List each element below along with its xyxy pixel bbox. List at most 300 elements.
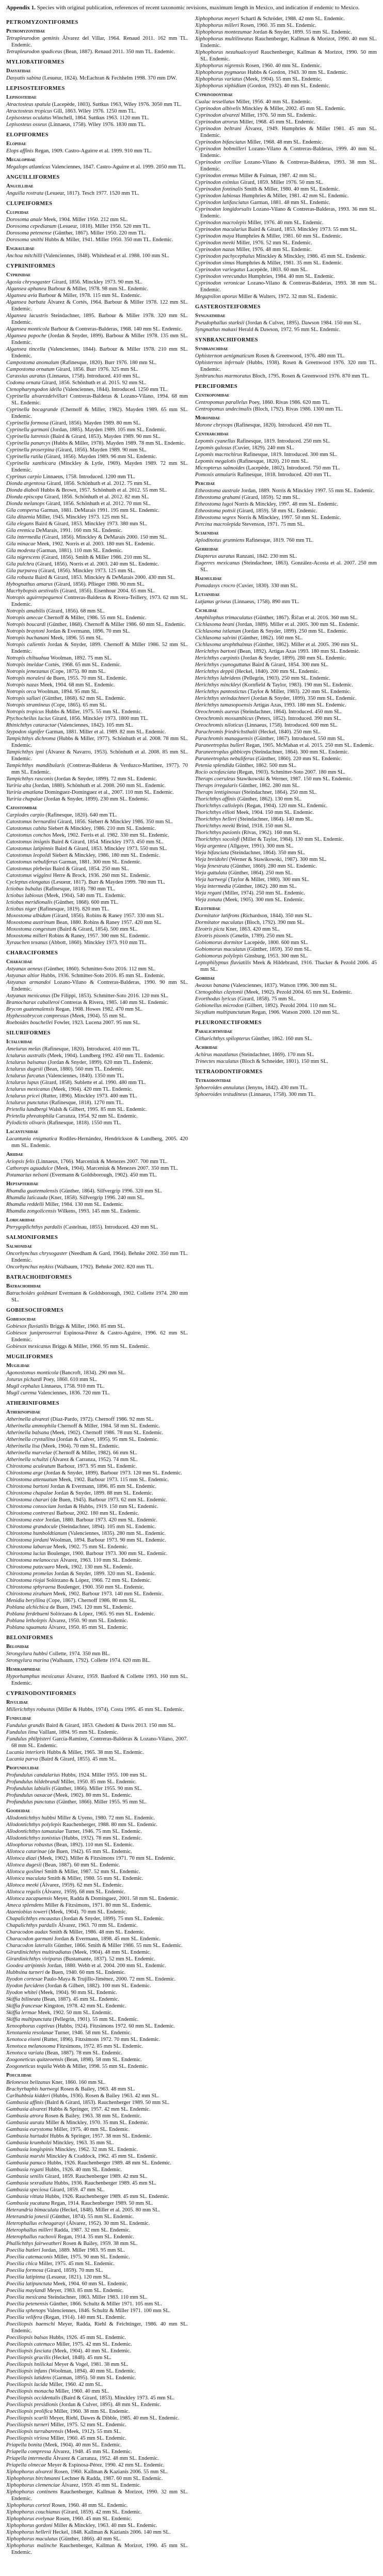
species-name: Poeciliopsis presidionis: [6, 2402, 58, 2408]
species-entry: Potamarius nelsoni (Evermann & Goldsborough, 1902). 450 mm TL.: [6, 1172, 157, 1178]
species-entry: Morone chrysops (Rafinesque, 1820). Introduced. 450 mm TL.: [195, 422, 332, 428]
species-entry: Cyprinus carpio Linnaeus, 1758. Introduced. 1200 mm TL.: [6, 474, 135, 480]
species-name: Gambusia vittata: [6, 2194, 44, 2200]
species-entry: Sicydium multipunctatum Regan, 1906. Watson 2000. 120 mm SL.: [195, 1010, 340, 1015]
species-entry: Characodon garmani Jordan & Evermann, 1898. 45 mm SL. Endemic.: [6, 1936, 161, 1942]
species-entry: Hubbsina turneri de Buen, 1940. 60 mm SL. Endemic.: [6, 1970, 125, 1975]
species-entry: Poblana letholepis Álvarez, 1950. 90 mm SL. Endemic.: [6, 1618, 128, 1624]
species-name: Thorichthys pasionis: [195, 830, 241, 836]
species-entry: Catostomus latipinnis Baird & Girard, 1853. Minckley 1973. 550 mm SL.: [6, 846, 167, 852]
species-entry: Chirostoma patzcuaro Meek, 1902. 130 mm SL. Endemic.: [6, 1564, 134, 1570]
species-name: Brachyrhaphis hartwegi: [6, 2086, 59, 2092]
species-name: Cyprinodon latifasciatus: [195, 200, 249, 206]
species-name: Chapalichthys encaustus: [6, 1916, 60, 1922]
species-name: Batrachoides goldmani: [6, 1291, 57, 1296]
species-name: Dorosoma petenense: [6, 230, 52, 236]
family-heading: Clupeidae: [6, 210, 29, 215]
species-name: Catostomus wigginsi: [6, 873, 52, 878]
species-entry: Cyprinodon beltrani Álvarez, 1949. Humphries & Miller 1981. 45 mm SL. Endemic.: [195, 126, 377, 138]
species-entry: Cyprinodon nazas Miller, 1976. 48 mm SL. Endemic.: [195, 247, 312, 253]
species-entry: Cyprinodon eximius Girard, 1859. Miller 1976. 50 mm SL.: [195, 180, 324, 185]
species-name: Oreochromis aureus: [195, 709, 240, 715]
species-name: Strongylura hubbsi: [6, 1651, 48, 1657]
species-name: Characodon garmani: [6, 1936, 53, 1942]
species-name: Cyprinodon ceciliae: [195, 160, 241, 165]
species-name: Poblana alchichica: [6, 1605, 49, 1610]
species-entry: Centropomus undecimalis (Bloch, 1792). Rivas 1986. 1300 mm TL.: [195, 406, 343, 412]
species-name: Goodea atripinnis: [6, 1963, 46, 1969]
species-name: Rhinichthys cataractae: [6, 722, 57, 728]
species-name: Cyprinodon macrolepis: [195, 220, 247, 226]
species-name: Menidia beryllina: [6, 1598, 45, 1604]
species-entry: Cyprinella garmani (Jordan, 1885). Mayden 1989. 105 mm SL. Endemic.: [6, 427, 167, 433]
species-entry: Skiffia lermae Meek, 1902. 50 mm SL. Endemic.: [6, 2010, 113, 2016]
species-name: Xenotoca melanosoma: [6, 2044, 56, 2049]
species-entry: Etheostoma grahami (Girard, 1859). 52 mm SL.: [195, 495, 300, 500]
species-name: Vieja guttulata: [195, 870, 227, 876]
family-heading: Percidae: [195, 481, 215, 486]
species-entry: Gambusia affinis (Baird & Girard, 1853). Rauchenberger 1989. 50 mm SL.: [6, 2100, 170, 2106]
species-name: Atherinella balsana: [6, 1430, 50, 1436]
species-name: Xiphophorus alvarezi: [6, 2469, 53, 2475]
species-name: Thorichthys affinis: [195, 796, 236, 802]
species-entry: Xiphophorus hellerii Heckel, 1848. Kallman & Kazianis 2006. 140 mm SL.: [6, 2530, 171, 2535]
species-entry: Poeciliopsis turrubarensis (Meek, 1912). 55 mm SL.: [6, 2429, 121, 2434]
family-heading: Rivulidae: [6, 1700, 28, 1705]
species-name: Dasyatis sabina: [6, 75, 41, 81]
species-entry: Chirostoma lucius Boulenger, 1900. Barbour 1973. 300 mm SL. Endemic.: [6, 1551, 168, 1557]
species-name: Gobiomorus maculatus: [195, 947, 246, 952]
species-name: Poeciliopsis fasciata: [6, 2348, 52, 2354]
species-name: Gambusia longispinis: [6, 2147, 54, 2153]
species-entry: Allodontichthys zonistius (Hubbs, 1932). 78 mm SL. Endemic.: [6, 1835, 142, 1841]
species-entry: Allotoca dugesii (Bean, 1887). 60 mm SL. Endemic.: [6, 1862, 120, 1868]
species-name: Etheostoma pottsii: [195, 508, 236, 514]
species-name: Ophisternon aenigmaticum: [195, 353, 254, 359]
species-entry: Xiphophorus evelynae Rosen, 1960. 45 mm SL. Endemic.: [6, 2516, 132, 2522]
species-entry: Rhamdia laticauda (Kner, 1858). Silfvergrip 1996. 240 mm SL.: [6, 1195, 145, 1201]
species-name: Xiphophorus malinche: [6, 2543, 57, 2549]
species-entry: Chirostoma attenuatum Meek, 1902. Barbour 1973. 115 mm SL. Endemic.: [6, 1477, 169, 1483]
species-entry: Poeciliopsis turneri Miller, 1975. 52 mm SL. Endemic.: [6, 2422, 126, 2428]
species-entry: Chirostoma consocium Jordan & Hubbs, 1919. 150 mm SL. Endemic.: [6, 1504, 158, 1510]
species-name: Etheostoma lugoi: [195, 501, 233, 507]
species-entry: Moxostoma austrinum Bean, 1880. Robins & Raney 1957. 420 mm SL.: [6, 920, 162, 925]
species-name: Etheostoma grahami: [195, 495, 241, 500]
species-name: Carlhubbsia kidderi: [6, 2093, 50, 2099]
species-name: Cyprinodon eremus: [195, 173, 238, 179]
species-name: Fundulus lima: [6, 1730, 38, 1735]
species-name: Ictiobus niger: [6, 906, 37, 912]
species-name: Aplodinotus grunniens: [195, 538, 245, 543]
species-entry: Tampichthys dichroma (Hubbs & Miller, 1977). Schönhuth et al. 2008. 78 mm SL. Endemic.: [6, 736, 188, 748]
order-heading: SYNBRANCHIFORMES: [195, 337, 258, 343]
species-entry: Xiphophorus montezumae Jordan & Snyder, 1899. 55 mm SL. Endemic.: [195, 29, 352, 35]
species-name: Vieja regani: [195, 890, 222, 896]
species-entry: Herichthys tamasopoensis Artigas Azas, 1993. 180 mm SL. Endemic.: [195, 702, 346, 708]
species-entry: Brycon guatemalensis Regan, 1908. Howes 1982. 470 mm SL.: [6, 1007, 143, 1012]
family-heading: Cyprinodontidae: [195, 92, 233, 98]
species-name: Priapella compressa: [6, 2449, 51, 2455]
species-entry: Xiphophorus birchmanni Lechner & Radda, 1987. 60 mm SL. Endemic.: [6, 2476, 163, 2481]
species-entry: Astyanax altior Hubbs, 1936. Schmitter-Soto 2016. 85 mm SL. Endemic.: [6, 973, 165, 979]
species-name: Cyprinodon labiosus: [195, 193, 241, 199]
species-entry: Gila pulchra (Girard, 1856). Norris et al. 2003. 240 mm SL. Endemic.: [6, 561, 159, 567]
species-name: Oreochromis niloticus: [195, 722, 244, 728]
species-name: Ictiobus labiosus: [6, 893, 43, 899]
species-entry: Poeciliopsis scarlli Meyer, Riehl, Dawes & Dibble, 1985. 40 mm SL. Endemic.: [6, 2415, 180, 2421]
species-name: Poblana ferdebueni: [6, 1611, 49, 1617]
species-entry: Algansea lacustris Steindachner, 1895. Barbour & Miller 1978. 320 mm SL. Endemic.: [6, 313, 188, 325]
species-entry: Thorichthys socolofi (Miller & Taylor, 1984). 130 mm SL. Endemic.: [195, 837, 344, 842]
species-name: Gambusia speciosa: [6, 2187, 49, 2193]
species-entry: Herichthys deppii (Heckel, 1840). 200 mm SL. Endemic.: [195, 669, 320, 674]
species-name: Cyprinodon meeki: [195, 240, 235, 246]
species-name: Mugil curema: [6, 1390, 37, 1396]
species-entry: Poeciliopsis presidionis (Jordan & Culver, 1895). 48 mm SL. Endemic.: [6, 2402, 162, 2408]
species-entry: Xiphophorus couchianus (Girard, 1859). 42 mm SL. Endemic.: [6, 2509, 142, 2515]
species-name: Atractosteus spatula: [6, 102, 51, 107]
species-entry: Gambusia speciosa Girard, 1859. 47 mm SL.: [6, 2187, 105, 2193]
species-name: Pomadasys crocro: [195, 583, 235, 589]
species-entry: Cyprinodon bifasciatus Miller, 1968. 48 mm SL. Endemic.: [195, 139, 323, 145]
species-entry: Chapalichthys encaustus (Jordan & Snyder, 1899). 75 mm SL. Endemic.: [6, 1916, 165, 1922]
species-entry: Gila conspersa Garman, 1881. DeMarais 1991. 195 mm SL. Endemic.: [6, 508, 159, 513]
species-entry: Gambusia eurystoma Miller, 1975. 40 mm SL. Endemic.: [6, 2127, 130, 2132]
species-name: Hubbsina turneri: [6, 1970, 44, 1975]
species-name: Ataeniobius toweri: [6, 1909, 47, 1915]
species-entry: Profundulus punctatus (Günther, 1866). Miller 1955. 95 mm SL.: [6, 1799, 147, 1805]
species-name: Tampichthys dichroma: [6, 736, 56, 742]
species-name: Eugerres mexicanus: [195, 560, 240, 566]
species-entry: Astyanax aeneus (Günther, 1860). Schmitter-Soto 2016. 112 mm SL.: [6, 966, 156, 972]
species-name: Xenotoca variata: [6, 2050, 44, 2056]
species-entry: Poecilia maylandi Meyer, 1983. 85 mm SL. Endemic.: [6, 2288, 124, 2294]
species-entry: Strongylura hubbsi Collette, 1974. 350 mm BL.: [6, 1651, 110, 1657]
species-entry: Gila minacae Meek, 1902. Norris et al. 2003. 180 mm SL. Endemic.: [6, 541, 155, 547]
species-entry: Catostomus leopoldi Siebert & Minckley, 1986. 180 mm SL. Endemic.: [6, 853, 161, 858]
species-entry: Lepomis gulosus (Cuvier, 1829). 240 mm SL.: [195, 445, 294, 451]
species-name: Notropis buchanani: [6, 635, 50, 641]
species-name: Poeciliopsis baenschi: [6, 2321, 55, 2327]
species-entry: Gila nigrescens (Girard, 1856). Smith & Miller 1986. 210 mm SL.: [6, 555, 151, 560]
species-name: Xiphophorus continens: [6, 2489, 58, 2495]
species-entry: Allodontichthys polylepis Rauchenberger, 1988. 80 mm SL. Endemic.: [6, 1822, 158, 1828]
species-entry: Gobiomorus dormitor Lacepède, 1800. 600 mm SL.: [195, 940, 309, 946]
species-name: Characodon audax: [6, 1929, 48, 1935]
family-heading: Lepisosteidae: [6, 95, 37, 100]
species-name: Ictiobus bubalus: [6, 886, 42, 892]
species-entry: Priapella compressa Álvarez, 1948. 45 mm SL. Endemic.: [6, 2449, 132, 2455]
species-name: Ictalurus lupus: [6, 1080, 39, 1086]
species-name: Gila modesta: [6, 548, 36, 554]
species-entry: Catostomus nebuliferus Garman, 1881. 300 mm SL. Endemic.: [6, 859, 142, 865]
species-entry: Campostoma ornatum Girard, 1856. Burr 1976. 325 mm SL.: [6, 367, 138, 372]
species-name: Allodontichthys tamazulae: [6, 1829, 64, 1834]
species-entry: Notropis amabilis (Girard, 1856). 68 mm SL.: [6, 608, 105, 614]
species-entry: Allotoca maculata Smith & Miller, 1980. 55 mm SL. Endemic.: [6, 1876, 143, 1881]
species-entry: Xiphophorus cortezi Rosen, 1960. 48 mm SL. Endemic.: [6, 2503, 128, 2508]
family-heading: Sciaenidae: [195, 530, 219, 536]
species-name: Xiphophorus maculatus: [6, 2536, 58, 2542]
species-entry: Chirostoma contrerasi Barbour, 2002. 180 mm SL. Endemic.: [6, 1511, 139, 1516]
species-entry: Bramocharax caballeroi Contreras & Rivera, 1985. 140 mm SL. Endemic.: [6, 1000, 169, 1006]
species-name: Ictalurus furcatus: [6, 1073, 45, 1079]
species-name: Vieja hartwegi: [195, 877, 227, 883]
species-entry: Yuriria amatlana Domínguez-Domínguez et al., 2007. 110 mm SL. Endemic.: [6, 790, 174, 795]
species-entry: Roeboides bouchellei Fowler, 1923. Lucena 2007. 95 mm SL.: [6, 1020, 141, 1026]
species-entry: Prietella phreatophila Carranza, 1954. 92 mm SL. Endemic.: [6, 1113, 138, 1119]
family-heading: Cichlidae: [195, 608, 217, 614]
species-name: Paraneetroplus gibbiceps: [195, 749, 251, 755]
species-entry: Poeciliopsis occidentalis (Baird & Girard, 1853). Minckley 1973. 45 mm SL.: [6, 2395, 175, 2401]
species-name: Atherinella ammophila: [6, 1423, 57, 1429]
species-name: Gambusia aurata: [6, 2120, 44, 2126]
species-entry: Notropis nazas Meek, 1904. 68 mm SL. Endemic.: [6, 682, 115, 688]
species-name: Zoogoneticus quitzeoensis: [6, 2057, 63, 2063]
species-entry: Cyprinodon maya Humphries & Miller, 1981. 60 mm SL. Endemic.: [195, 233, 343, 239]
family-heading: Salmonidae: [6, 1244, 33, 1249]
species-entry: Herichthys steindachneri (Jordan & Snyder, 1899). 350 mm SL. Endemic.: [195, 696, 357, 701]
species-name: Poeciliopsis latidens: [6, 2375, 52, 2381]
species-name: Roeboides bouchellei: [6, 1020, 53, 1026]
species-entry: Allotoca goslinei Smith & Miller, 1987. 52 mm SL. Endemic.: [6, 1869, 140, 1875]
species-name: Notropis imeldae: [6, 662, 44, 668]
species-name: Moxostoma albidum: [6, 913, 51, 919]
species-name: Oreochromis mossambicus: [195, 716, 254, 721]
species-entry: Gila intermedia (Girard, 1856). Minckley & DeMarais 2000. 150 mm SL.: [6, 535, 167, 540]
species-name: Gambusia yucatana: [6, 2201, 50, 2206]
species-entry: Paraneetroplus bulleri Regan, 1905. McMahan et al. 2015. 250 mm SL. Endemic.: [195, 743, 374, 748]
species-name: Profundulus labialis: [6, 1786, 51, 1792]
species-name: Dionda diaboli: [6, 488, 39, 493]
species-name: Allodontichthys zonistius: [6, 1835, 61, 1841]
family-heading: Characidae: [6, 959, 33, 965]
species-entry: Theraps coeruleus Stawikowski & Werner, 1987. 150 mm SL. Endemic.: [195, 776, 353, 782]
species-entry: Megalops atlanticus Valenciennes, 1847. Castro-Aguirre et al. 1999. 2050 mm TL.: [6, 164, 186, 170]
species-entry: Chirostoma sphyraena Boulenger, 1900. 350 mm SL. Endemic.: [6, 1584, 145, 1590]
species-name: Dorosoma cepedianum: [6, 224, 57, 229]
species-name: Allotoca zacapuensis: [6, 1896, 52, 1902]
species-name: Cichlasoma istlanum: [195, 629, 241, 634]
species-entry: Cyprinodon veronicae Lozano-Vilano & Contreras-Balderas, 1993. 38 mm SL. Endemic.: [195, 280, 377, 293]
species-entry: Catostomus conchos Meek, 1902. Ferris et al. 1982. 330 mm SL. Endemic.: [6, 833, 169, 838]
species-entry: Chirostoma charari (de Buen, 1945). Barbour 1973. 62 mm SL. Endemic.: [6, 1497, 167, 1503]
species-entry: Agosia chrysogaster Girard, 1856. Minckley 1973. 90 mm SL.: [6, 279, 142, 285]
species-entry: Ariopsis felis (Linnaeus, 1766). Marceniuk & Menezes 2007. 700 mm TL.: [6, 1159, 168, 1165]
species-name: Gambusia regani: [6, 2167, 44, 2173]
species-name: Cyprinella rutila: [6, 454, 43, 460]
species-name: Cathorops aguadulce: [6, 1166, 53, 1171]
species-entry: Etheostoma pottsii (Girard, 1859). 58 mm SL. Endemic.: [195, 508, 317, 514]
species-entry: Yuriria alta (Jordan, 1880). Schönhuth et al. 2008. 260 mm SL. Endemic.: [6, 783, 166, 789]
species-entry: Gambusia alvarezi Hubbs & Springer, 1957. 42 mm SL. Endemic.: [6, 2107, 151, 2112]
family-heading: Tetraodontidae: [195, 1078, 231, 1083]
species-name: Catostomus plebeius: [6, 866, 52, 872]
species-name: Ictalurus australis: [6, 1053, 46, 1059]
species-name: Cyprinodon bifasciatus: [195, 139, 246, 145]
species-entry: Gambusia senilis Girard, 1859. Rauchenberger 1989. 42 mm SL.: [6, 2174, 148, 2179]
species-entry: Xiphophorus clemenciae Álvarez, 1959. 45 mm SL. Endemic.: [6, 2483, 141, 2488]
species-name: Cyprinodon bobmilleri: [195, 146, 246, 152]
species-name: Atherinella lisa: [6, 1443, 40, 1449]
family-heading: Poeciliidae: [6, 2072, 32, 2078]
species-name: Cyprinodon maya: [195, 233, 234, 239]
family-heading: Atherinopsidae: [6, 1409, 41, 1415]
species-name: Astyanax mexicanus: [6, 993, 51, 999]
species-name: Notropis nazas: [6, 682, 39, 688]
species-name: Synbranchus marmoratus: [195, 373, 251, 379]
species-name: Eleotris pisonis: [195, 933, 229, 939]
species-name: Poecilia velifera: [6, 2315, 42, 2320]
species-entry: Cyprinodon fontinalis Smith & Miller, 1980. 40 mm SL. Endemic.: [195, 186, 340, 192]
species-entry: Algansea popoche (Jordan & Snyder, 1899). Barbour & Miller 1978. 135 mm SL. Endemic.: [6, 333, 188, 345]
species-name: Cyprinodon macularius: [195, 227, 247, 232]
species-entry: Phallichthys fairweatheri Rosen & Bailey, 1959. 38 mm SL.: [6, 2241, 138, 2247]
species-entry: Algansea monticola Barbour & Contreras-Balderas, 1968. 140 mm SL. Endemic.: [6, 326, 183, 332]
species-entry: Cualac tessellatus Miller, 1956. 40 mm SL. Endemic.: [195, 99, 312, 105]
species-name: Profundulus candalarius: [6, 1772, 60, 1778]
species-entry: Gambusia yucatana Regan, 1914. Rauchenberger 1989. 50 mm SL.: [6, 2201, 153, 2206]
species-entry: Atractosteus spatula (Lacepède, 1803). Suttkus 1963, Wiley 1976. 3050 mm TL.: [6, 102, 182, 107]
species-entry: Lepisosteus oculatus Winchell, 1864. Suttkus 1963. 1120 mm TL.: [6, 115, 150, 121]
family-heading: Mugilidae: [6, 1363, 30, 1369]
species-name: Herichthys deppii: [195, 669, 234, 674]
family-heading: Petromyzontidae: [6, 28, 45, 34]
family-heading: Megalopidae: [6, 157, 36, 163]
family-heading: Syngnathidae: [195, 313, 226, 319]
species-name: Astyanax aeneus: [6, 966, 43, 972]
order-heading: BATRACHOIDIFORMES: [6, 1275, 72, 1280]
species-name: Priapella olmecae: [6, 2462, 46, 2468]
species-entry: Gobiomorus polylepis Ginsburg, 1953. 300 mm SL.: [195, 953, 308, 959]
species-name: Thorichthys meeki: [195, 823, 235, 829]
species-entry: Campostoma anomalum (Rafinesque, 1820). Burr 1976. 180 mm SL.: [6, 360, 157, 366]
species-name: Cyprinodon veronicae: [195, 280, 245, 286]
species-entry: Lepomis macrochirus Rafinesque, 1819. Introduced. 300 mm SL.: [195, 452, 338, 458]
species-entry: Dorosoma cepedianum (Lesueur, 1818). Miller 1950. 520 mm TL.: [6, 224, 151, 229]
species-entry: Atherinella crystallina (Jordan & Culver, 1895). 95 mm SL. Endemic.: [6, 1437, 158, 1442]
species-name: Sphoeroides testudineus: [195, 1092, 248, 1097]
species-entry: Atherinella alvarezi (Díaz-Pardo, 1972). Chernoff 1986. 92 mm SL.: [6, 1417, 154, 1422]
species-entry: Notropis jemezanus (Cope, 1875). 80 mm SL.: [6, 669, 106, 674]
species-name: Catostomus leopoldi: [6, 853, 51, 858]
species-name: Cyprinella lutrensis: [6, 434, 50, 439]
species-name: Xiphophorus clemenciae: [6, 2483, 60, 2488]
species-name: Rhamdia zongolicensis: [6, 1208, 57, 1214]
species-entry: Oncorhynchus mykiss (Walbaum, 1792). Behnke 2002. 820 mm TL.: [6, 1264, 154, 1270]
species-name: Lepomis gulosus: [195, 445, 232, 451]
species-entry: Hyphessobrycon compressus (Meek, 1904). 55 mm SL.: [6, 1013, 127, 1019]
species-name: Cycleptus elongatus: [6, 879, 50, 885]
species-entry: Ameca splendens Miller & Fitzsimons, 1971. 80 mm SL. Endemic.: [6, 1903, 152, 1908]
species-entry: Evorthodus lyricus (Girard, 1858). 75 mm SL.: [195, 996, 296, 1002]
species-entry: Atherinella lisa (Meek, 1904). 70 mm SL. Endemic.: [6, 1443, 120, 1449]
species-name: Cyprinodon nazas: [195, 247, 235, 253]
species-entry: Algansea avia Barbour & Miller, 1978. 115 mm SL. Endemic.: [6, 293, 141, 299]
species-name: Poecilia catemaconis: [6, 2254, 53, 2260]
species-name: Catostomus cahita: [6, 826, 47, 831]
species-entry: Notropis aguirrepequenoi Contreras-Balderas & Rivera-Teillery, 1973. 62 mm SL. Endemic.: [6, 595, 188, 607]
species-entry: Ictiobus labiosus (Meek, 1904). 540 mm TL. Endemic.: [6, 893, 126, 899]
species-name: Dormitator maculatus: [195, 920, 244, 925]
species-entry: Prietella lundbergi Walsh & Gilbert, 1995. 85 mm SL. Endemic.: [6, 1107, 147, 1112]
species-name: Ophisternon infernale: [195, 360, 245, 366]
species-name: Hyphessobrycon compressus: [6, 1013, 69, 1019]
species-entry: Xiphophorus alvarezi Rosen, 1960. Kallman & Kazianis 2006. 55 mm SL.: [6, 2469, 168, 2475]
species-entry: Poeciliopsis hnilickai Meyer & Vogel, 1981. 38 mm SL.: [6, 2362, 129, 2367]
species-entry: Poecilia catemaconis Miller, 1975. 90 mm SL. Endemic.: [6, 2254, 130, 2260]
species-name: Cyprinodon atrorus: [195, 119, 238, 125]
species-entry: Carpiodes carpio (Rafinesque, 1820). 640 mm TL.: [6, 812, 117, 818]
species-entry: Profundulus candalarius Hubbs, 1924. Miller 1955. 100 mm SL.: [6, 1772, 148, 1778]
species-entry: Citharichthys spilopterus Günther, 1862. 160 mm SL.: [195, 1036, 312, 1042]
order-heading: TETRAODONTIFORMES: [195, 1069, 263, 1075]
species-entry: Poecilia latipinna (Lesueur, 1821). 120 mm SL.: [6, 2274, 111, 2280]
species-name: Stypodon signifer: [6, 729, 44, 735]
species-entry: Allotoca meeki (Álvarez, 1959). 62 mm SL. Endemic.: [6, 1882, 123, 1888]
species-entry: Codoma ornata Girard, 1856. Schönhuth et al. 2015. 92 mm SL.: [6, 380, 147, 386]
species-name: Gambusia panuco: [6, 2160, 46, 2166]
species-name: Poeciliopsis prolifica: [6, 2409, 53, 2414]
species-name: Syngnathus makaxi: [195, 327, 237, 333]
species-name: Potamarius nelsoni: [6, 1172, 49, 1178]
species-entry: Ctenopharyngodon idella (Valenciennes, 1844). Introduced. 1250 mm TL.: [6, 387, 168, 392]
species-entry: Stypodon signifer Garman, 1881. Miller et al. 1989. 82 mm SL. Endemic.: [6, 729, 166, 735]
species-name: Dionda episcopa: [6, 494, 43, 500]
species-entry: Dionda melanops Girard, 1856. Schönhuth et al. 2012. 70 mm SL.: [6, 501, 151, 507]
species-name: Notropis tropicus: [6, 709, 44, 715]
order-heading: MUGILIFORMES: [6, 1354, 53, 1360]
species-name: Moxostoma congestum: [6, 926, 56, 932]
species-name: Lepomis megalotis: [195, 459, 236, 464]
species-entry: Cathorops aguadulce (Meek, 1904). Marceniuk & Menezes 2007. 350 mm TL.: [6, 1166, 179, 1171]
species-entry: Carlhubbsia kidderi (Hubbs, 1936). Rosen & Bailey 1963. 42 mm SL.: [6, 2093, 159, 2099]
species-name: Chirostoma aculeatum: [6, 1464, 56, 1469]
order-heading: CYPRINODONTIFORMES: [6, 1691, 76, 1697]
species-name: Poecilia butleri: [6, 2248, 40, 2253]
species-entry: Synbranchus marmoratus Bloch, 1795. Rosen & Greenwood 1976. 870 mm TL.: [195, 373, 370, 379]
species-name: Carpiodes carpio: [6, 812, 44, 818]
species-entry: Rhamdia guatemalensis (Günther, 1864). Silfvergrip 1996. 320 mm SL.: [6, 1188, 163, 1194]
family-heading: Haemulidae: [195, 576, 222, 582]
species-name: Allotoca meeki: [6, 1882, 39, 1888]
species-name: Anchoa mitchilli: [6, 253, 42, 259]
species-entry: Girardinichthys viviparus (Bustamante, 1837). 52 mm SL. Endemic.: [6, 1956, 155, 1962]
species-entry: Petenia splendida Günther, 1862. 500 mm SL.: [195, 763, 296, 768]
species-entry: Dionda argentosa Girard, 1856. Schönhuth et al. 2012. 75 mm SL.: [6, 481, 152, 486]
species-name: Sicydium multipunctatum: [195, 1010, 251, 1015]
species-name: Ctenogobius claytonii: [195, 989, 243, 995]
species-name: Ilyodon cortesae: [6, 1976, 43, 1982]
species-entry: Lutjanus griseus (Linnaeus, 1758). 890 mm TL.: [195, 599, 299, 605]
species-name: Tampichthys mandibularis: [6, 763, 65, 768]
species-name: Skiffia francesae: [6, 2003, 43, 2009]
order-heading: SALMONIFORMES: [6, 1235, 58, 1240]
species-name: Catostomus nebuliferus: [6, 859, 58, 865]
species-entry: Moxostoma albidum (Girard, 1856). Robins & Raney 1957. 330 mm SL.: [6, 913, 164, 919]
species-entry: Chirostoma melanoccus Álvarez, 1963. 110 mm SL. Endemic.: [6, 1558, 142, 1563]
species-name: Millerichthys robustus: [6, 1707, 55, 1713]
species-name: Atractosteus tropicus: [6, 108, 53, 114]
species-name: Atherinella alvarezi: [6, 1417, 50, 1422]
species-name: Cyprinella xanthicara: [6, 461, 56, 466]
species-entry: Chirostoma zirahuen Meek, 1902. Barbour 1973. 140 mm SL. Endemic.: [6, 1591, 164, 1597]
species-name: Morone chrysops: [195, 422, 233, 428]
species-entry: Amphilophus trimaculatus (Günther, 1867). Říčan et al. 2016. 360 mm SL.: [195, 615, 358, 621]
species-name: Poecilia maylandi: [6, 2288, 46, 2294]
species-entry: Thorichthys pasionis (Rivas, 1962). 160 mm SL.: [195, 830, 301, 836]
